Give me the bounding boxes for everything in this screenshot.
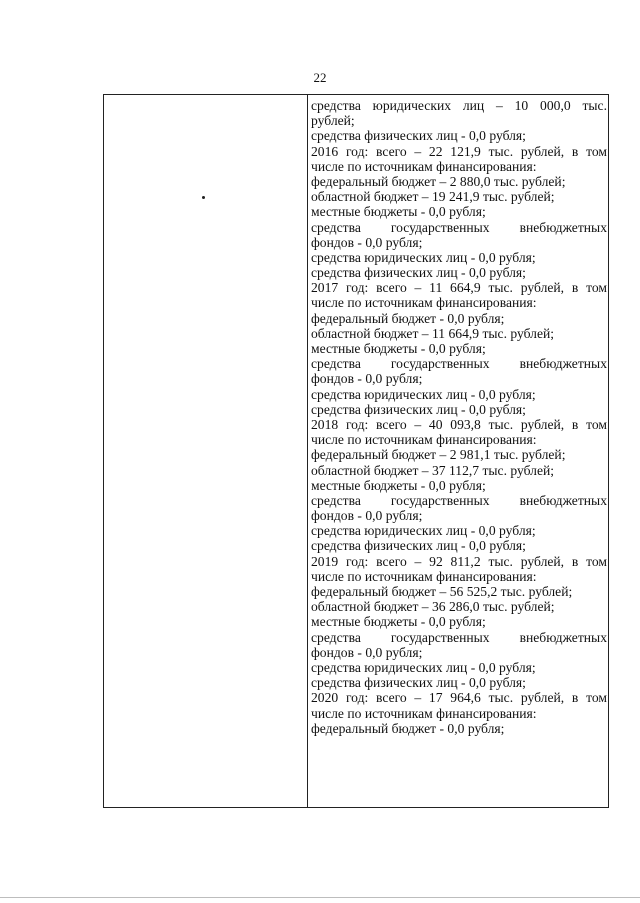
text-line: областной бюджет – 19 241,9 тыс. рублей;: [311, 189, 555, 205]
text-line: местные бюджеты - 0,0 рубля;: [311, 341, 486, 356]
text-line: 2017 год: всего – 11 664,9 тыс. рублей, в том: [311, 280, 607, 296]
funding-details-cell: [311, 98, 607, 736]
text-line: числе по источникам финансирования:: [311, 568, 537, 584]
text-line: фондов - 0,0 рубля;: [311, 508, 423, 524]
text-line: федеральный бюджет – 2 981,1 тыс. рублей;: [311, 447, 566, 463]
text-line: 2018 год: всего – 40 093,8 тыс. рублей, в том: [311, 416, 607, 432]
text-line: числе по источникам финансирования:: [311, 158, 537, 174]
text-line: федеральный бюджет – 2 880,0 тыс. рублей;: [311, 173, 566, 189]
text-line: местные бюджеты - 0,0 рубля;: [311, 477, 486, 493]
text-line: средства юридических лиц – 10 000,0 тыс.: [311, 98, 607, 113]
text-line: средства физических лиц - 0,0 рубля;: [311, 538, 526, 554]
text-line: фондов - 0,0 рубля;: [311, 234, 423, 250]
text-line: средства государственных внебюджетных: [311, 629, 607, 645]
text-line: числе по источникам финансирования:: [311, 705, 537, 721]
text-line: местные бюджеты - 0,0 рубля;: [311, 204, 486, 220]
text-line: федеральный бюджет – 56 525,2 тыс. рублей;: [311, 584, 573, 599]
page-number: 22: [313, 70, 327, 85]
text-line: средства юридических лиц - 0,0 рубля;: [311, 249, 536, 265]
text-line: средства физических лиц - 0,0 рубля;: [311, 128, 526, 144]
bullet-mark: [202, 196, 205, 199]
text-line: 2020 год: всего – 17 964,6 тыс. рублей, в том: [311, 690, 607, 706]
text-line: средства юридических лиц - 0,0 рубля;: [311, 523, 536, 539]
text-line: числе по источникам финансирования:: [311, 295, 537, 311]
text-line: федеральный бюджет - 0,0 рубля;: [311, 310, 505, 326]
column-divider: [307, 95, 308, 807]
text-line: средства государственных внебюджетных: [311, 492, 607, 508]
text-line: 2019 год: всего – 92 811,2 тыс. рублей, в том: [311, 553, 607, 569]
text-line: областной бюджет – 37 112,7 тыс. рублей;: [311, 462, 555, 478]
text-line: местные бюджеты - 0,0 рубля;: [311, 614, 486, 630]
funding-table: [103, 94, 609, 808]
text-line: средства юридических лиц - 0,0 рубля;: [311, 386, 536, 402]
text-line: фондов - 0,0 рубля;: [311, 644, 423, 660]
text-line: областной бюджет – 36 286,0 тыс. рублей;: [311, 599, 555, 615]
text-line: 2016 год: всего – 22 121,9 тыс. рублей, в том: [311, 143, 607, 159]
bottom-rule: [0, 897, 640, 898]
text-line: средства государственных внебюджетных: [311, 219, 607, 235]
text-line: областной бюджет – 11 664,9 тыс. рублей;: [311, 325, 555, 341]
text-line: средства физических лиц - 0,0 рубля;: [311, 401, 526, 417]
text-line: федеральный бюджет - 0,0 рубля;: [311, 720, 505, 736]
text-line: средства юридических лиц - 0,0 рубля;: [311, 659, 536, 675]
text-line: числе по источникам финансирования:: [311, 432, 537, 448]
text-line: фондов - 0,0 рубля;: [311, 371, 423, 387]
text-line: средства физических лиц - 0,0 рубля;: [311, 675, 526, 691]
text-line: средства государственных внебюджетных: [311, 356, 607, 372]
text-line: рублей;: [311, 113, 355, 129]
text-line: средства физических лиц - 0,0 рубля;: [311, 265, 526, 281]
